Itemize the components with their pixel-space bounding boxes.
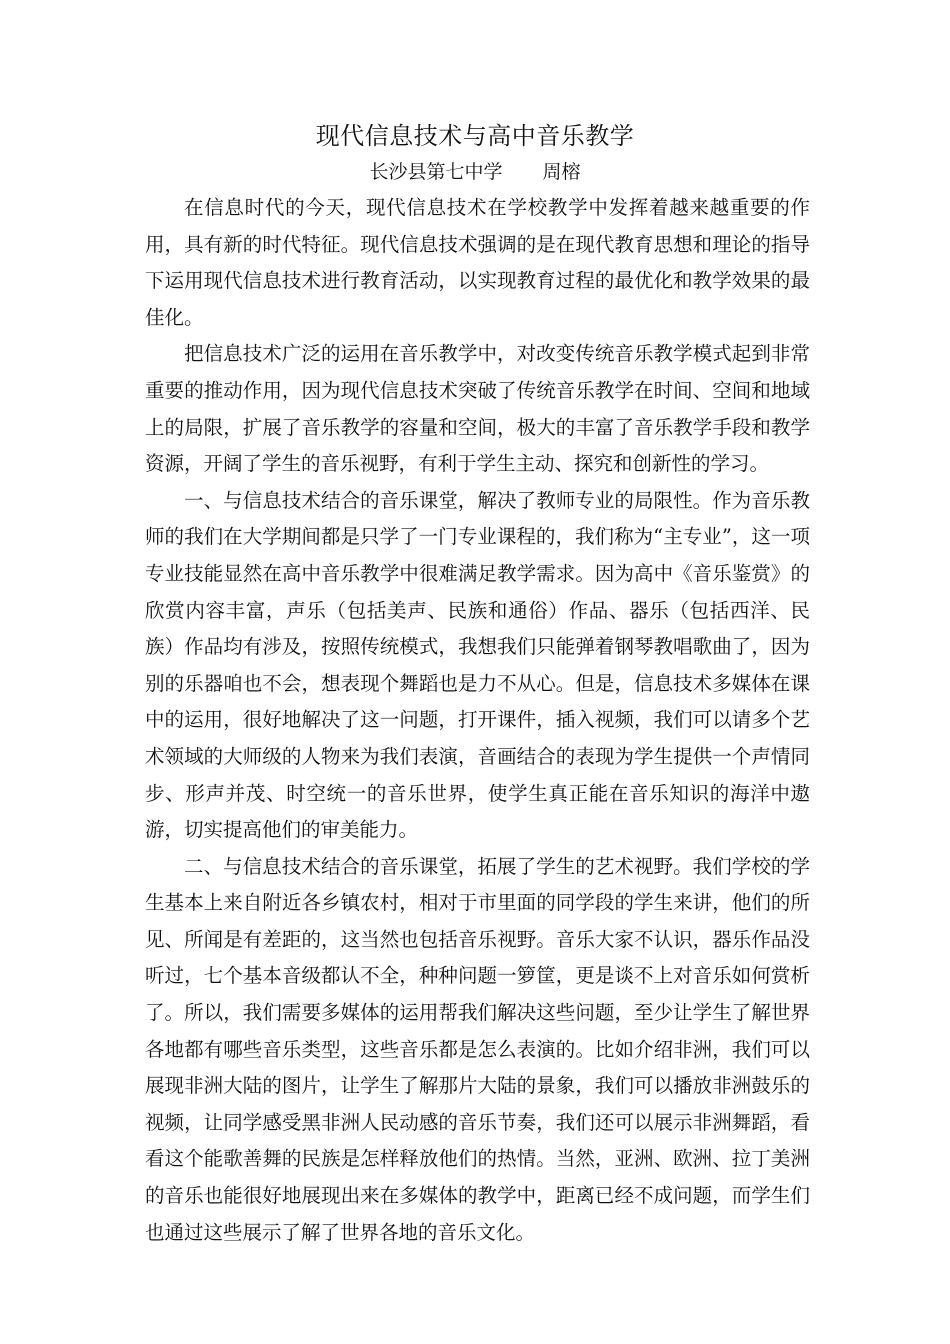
school-name: 长沙县第七中学 — [369, 161, 503, 183]
document-body — [145, 190, 810, 1251]
paragraph-point-two: 二、与信息技术结合的音乐课堂，拓展了学生的艺术视野。我们学校的学生基本上来自附近各乡镇农村，相对于市里面的同学段的学生来讲，他们的所见、所闻是有差距的，这当然也包括音乐视野。音乐大家不认识，器乐作品没听过，七个基本音级都认不全，种种问题一箩筐，更是谈不上对音乐如何赏析了。所以，我们需要多媒体的运用帮我们解决这些问题，至少让学生了解世界各地都有哪些音乐类型，这些音乐都是怎么表演的。比如介绍非洲，我们可以展现非洲大陆的图片，让学生了解那片大陆的景象，我们可以播放非洲鼓乐的视频，让同学感受黑非洲人民动感的音乐节奏，我们还可以展示非洲舞蹈，看看这个能歌善舞的民族是怎样释放他们的热情。当然，亚洲、欧洲、拉丁美洲的音乐也能很好地展现出来在多媒体的教学中，距离已经不成问题，而学生们也通过这些展示了解了世界各地的音乐文化。 — [145, 854, 810, 1244]
paragraph-intro: 在信息时代的今天，现代信息技术在学校教学中发挥着越来越重要的作用，具有新的时代特征。现代信息技术强调的是在现代教育思想和理论的指导下运用现代信息技术进行教育活动，以实现教育过程的最优化和教学效果的最佳化。 — [145, 196, 810, 329]
document-title: 现代信息技术与高中音乐教学 — [315, 122, 635, 150]
author-name: 周榕 — [542, 161, 581, 183]
paragraph-point-one: 一、与信息技术结合的音乐课堂，解决了教师专业的局限性。作为音乐教师的我们在大学期间都是只学了一门专业课程的，我们称为“主专业”，这一项专业技能显然在高中音乐教学中很难满足教学需求。因为高中《音乐鉴赏》的欣赏内容丰富，声乐（包括美声、民族和通俗）作品、器乐（包括西洋、民族）作品均有涉及，按照传统模式，我想我们只能弹着钢琴教唱歌曲了，因为别的乐器咱也不会，想表现个舞蹈也是力不从心。但是，信息技术多媒体在课中的运用，很好地解决了这一问题，打开课件，插入视频，我们可以请多个艺术领域的大师级的人物来为我们表演，音画结合的表现为学生提供一个声情同步、形声并茂、时空统一的音乐世界，使学生真正能在音乐知识的海洋中遨游，切实提高他们的审美能力。 — [145, 488, 810, 842]
author-line — [0, 156, 950, 188]
paragraph-overview: 把信息技术广泛的运用在音乐教学中，对改变传统音乐教学模式起到非常重要的推动作用，因为现代信息技术突破了传统音乐教学在时间、空间和地域上的局限，扩展了音乐教学的容量和空间，极大的丰富了音乐教学手段和教学资源，开阔了学生的音乐视野，有利于学生主动、探究和创新性的学习。 — [145, 342, 810, 476]
